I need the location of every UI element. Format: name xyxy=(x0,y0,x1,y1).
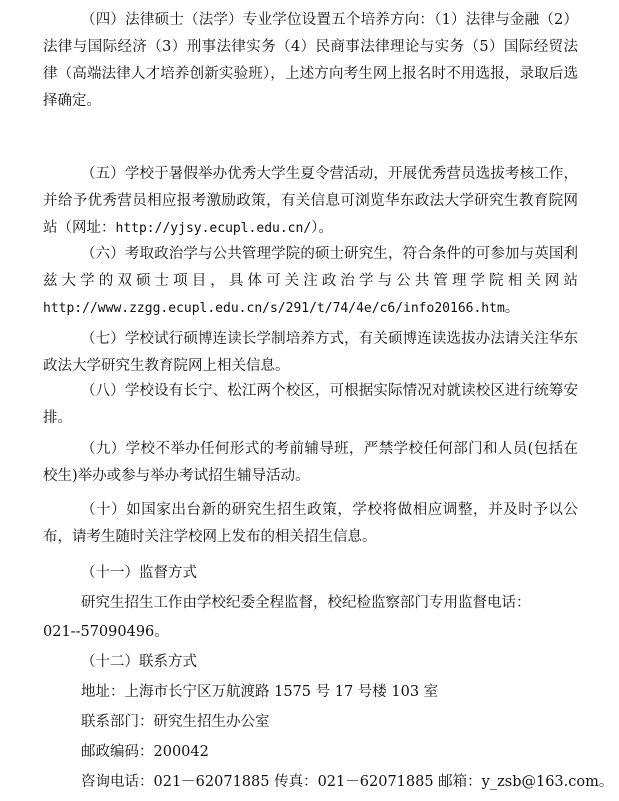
contact-heading: （十二）联系方式 xyxy=(81,654,197,670)
leeds-dual-degree-text-end: 。 xyxy=(504,300,520,316)
contact-department: 联系部门：研究生招生办公室 xyxy=(81,714,270,730)
summer-camp-text-end: ）。 xyxy=(311,220,333,236)
supervision-phone: 021--57090496。 xyxy=(43,624,169,640)
politics-school-website-link[interactable]: http://www.zzgg.ecupl.edu.cn/s/291/t/74/4e/c6/info20166.htm xyxy=(43,301,505,316)
summer-camp-text: （五）学校于暑假举办优秀大学生夏令营活动，开展优秀营员选拔考核工作，并给予优秀营员相应报考激励政策，有关信息可浏览华东政法大学研究生教育院网站（网址： xyxy=(43,166,578,236)
leeds-dual-degree-text: （六）考取政治学与公共管理学院的硕士研究生，符合条件的可参加与英国利兹大学的双硕士项目，具体可关注政治学与公共管理学院相关网站 xyxy=(43,246,578,289)
paragraph-leeds-dual-degree xyxy=(43,241,578,322)
contact-inquiry: 咨询电话：021－62071885 传真：021－62071885 邮箱：y_zsb@163.com。 xyxy=(81,774,614,790)
contact-address: 地址：上海市长宁区万航渡路 1575 号 17 号楼 103 室 xyxy=(81,684,439,700)
paragraph-campuses: （八）学校设有长宁、松江两个校区，可根据实际情况对就读校区进行统筹安排。 xyxy=(43,383,578,426)
paragraph-no-tutoring: （九）学校不举办任何形式的考前辅导班，严禁学校任何部门和人员(包括在校生)举办或参与举办考试招生辅导活动。 xyxy=(43,441,578,484)
graduate-school-website-link[interactable]: http://yjsy.ecupl.edu.cn/ xyxy=(115,221,312,236)
contact-postcode: 邮政编码：200042 xyxy=(81,744,209,760)
supervision-text: 研究生招生工作由学校纪委全程监督，校纪检监察部门专用监督电话： xyxy=(81,595,531,611)
paragraph-summer-camp xyxy=(43,161,578,242)
paragraph-master-doctor-program: （七）学校试行硕博连读长学制培养方式，有关硕博连读选拔办法请关注华东政法大学研究生教育院网上相关信息。 xyxy=(43,331,578,374)
paragraph-law-master-directions: （四）法律硕士（法学）专业学位设置五个培养方向：（1）法律与金融（2）法律与国际经济（3）刑事法律实务（4）民商事法律理论与实务（5）国际经贸法律（高端法律人才培养创新实验班），上述方向考生网上报名时不用选报，录取后选择确定。 xyxy=(43,12,578,109)
supervision-heading: （十一）监督方式 xyxy=(81,565,197,581)
paragraph-policy-changes: （十）如国家出台新的研究生招生政策，学校将做相应调整，并及时予以公布，请考生随时关注学校网上发布的相关招生信息。 xyxy=(43,502,578,545)
